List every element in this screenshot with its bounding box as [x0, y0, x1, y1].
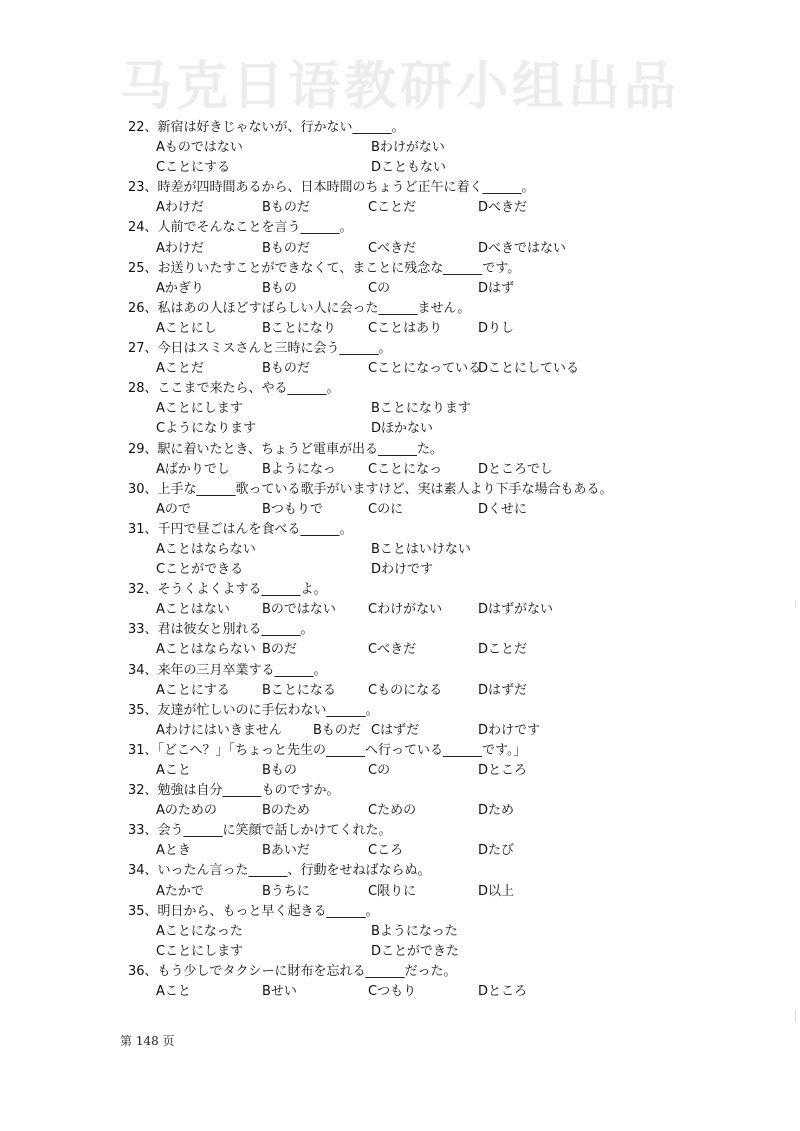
answer-option: Cことになっている [368, 361, 482, 377]
answer-option: Bことになり [262, 320, 336, 336]
answer-option: Dべきではない [478, 240, 567, 256]
answer-option: Cための [368, 803, 417, 819]
answer-options-row [128, 460, 788, 480]
answer-options-row [128, 922, 788, 942]
answer-option: Cの [368, 280, 391, 296]
answer-options-row [128, 560, 788, 580]
answer-option: Cことだ [368, 200, 417, 216]
answer-option: Aたかで [156, 883, 204, 899]
answer-option: Aのための [156, 803, 217, 819]
answer-options-row [128, 640, 788, 660]
question-text: 29、駅に着いたとき、ちょうど電車が出る______た。 [128, 441, 444, 457]
answer-option: Dところ [478, 763, 528, 778]
answer-option: Dこともない [371, 160, 447, 176]
answer-option: Bわけがない [371, 140, 445, 156]
question-text: 28、ここまで来たら、やる______。 [128, 381, 340, 397]
answer-option: Bのだ [262, 642, 297, 658]
question-text: 34、来年の三月卒業する______。 [128, 662, 327, 678]
page-number: 第 148 页 [120, 1034, 175, 1048]
question-text: 31、千円で昼ごはんを食べる______。 [128, 521, 353, 537]
answer-option: Bことはいけない [371, 541, 471, 557]
answer-option: Aことだ [156, 361, 204, 377]
answer-option: Aものではない [156, 140, 243, 156]
answer-option: Cわけがない [368, 602, 443, 618]
answer-options-row [128, 761, 788, 781]
question-text: 34、いったん言った______、行動をせねばならぬ。 [128, 863, 431, 879]
answer-option: Aわけだ [156, 200, 204, 216]
answer-option: Cことにします [156, 943, 244, 959]
answer-options-row [128, 681, 788, 701]
answer-option: Cころ [368, 843, 404, 859]
question-text: 35、明日から、もっと早く起きる______。 [128, 903, 379, 919]
answer-options-row [128, 500, 788, 520]
answer-option: Cのに [368, 501, 404, 517]
answer-options-row [128, 138, 788, 158]
answer-option: Dところでし [478, 461, 553, 477]
question-text: 32、勉強は自分______ものですか。 [128, 783, 340, 799]
answer-option: Aことはならない [156, 642, 256, 658]
answer-option: Bつもりで [262, 501, 323, 517]
answer-option: C限りに [368, 883, 417, 899]
answer-options-row [128, 540, 788, 560]
answer-option: Dことができた [371, 943, 460, 959]
scan-edge-mark [795, 1010, 796, 1022]
answer-option: Dたび [478, 843, 515, 859]
answer-option: Aことにする [156, 682, 230, 698]
answer-options-row [128, 399, 788, 419]
answer-option: Cようになります [156, 421, 257, 437]
question-list [128, 118, 788, 1002]
answer-option: Dわけです [478, 722, 541, 738]
answer-option: Bのではない [262, 602, 336, 618]
answer-options-row [128, 882, 788, 902]
scan-edge-mark [795, 600, 796, 608]
answer-option: Aわけにはいきません [156, 722, 282, 738]
answer-option: Bもの [262, 763, 297, 778]
answer-option: Aかぎり [156, 280, 204, 296]
question-text: 35、友達が忙しいのに手伝わない______。 [128, 702, 379, 718]
answer-options-row [128, 982, 788, 1002]
answer-option: Aことはない [156, 602, 230, 618]
answer-options-row [128, 359, 788, 379]
answer-option: Bせい [262, 984, 297, 1000]
answer-option: Cつもり [368, 984, 417, 1000]
answer-option: Dところ [478, 984, 528, 1000]
answer-option: Aことはならない [156, 541, 256, 557]
answer-option: Cべきだ [368, 642, 417, 658]
answer-option: Dべきだ [478, 200, 528, 216]
answer-option: Aとき [156, 843, 191, 859]
answer-option: Dため [478, 803, 515, 819]
answer-option: Aこと [156, 763, 191, 778]
answer-option: Aこと [156, 984, 191, 1000]
answer-option: Dほかない [371, 421, 434, 437]
answer-option: Bようになっ [262, 461, 336, 477]
answer-option: Dはず [478, 280, 515, 296]
answer-option: Dことだ [478, 642, 528, 658]
question-text: 23、時差が四時間あるから、日本時間のちょうど正午に着く______。 [128, 180, 535, 196]
answer-option: Cことはあり [368, 320, 443, 336]
answer-options-row [128, 158, 788, 178]
answer-option: Aばかりでし [156, 461, 230, 477]
answer-option: Bうちに [262, 883, 310, 899]
question-text: 30、上手な______歌っている歌手がいますけど、実は素人より下手な場合もある。 [128, 481, 613, 497]
answer-option: Cことになっ [368, 461, 443, 477]
answer-option: D以上 [478, 883, 515, 899]
watermark: 马克日语教研小组出品 [119, 57, 680, 117]
question-text: 31、「どこへ？」「ちょっと先生の______へ行っている______です。」 [128, 742, 527, 758]
question-text: 24、人前でそんなことを言う______。 [128, 220, 353, 236]
answer-option: Dりし [478, 320, 515, 336]
answer-option: Dはずだ [478, 682, 528, 698]
answer-options-row [128, 841, 788, 861]
answer-option: Bことになる [262, 682, 336, 698]
answer-option: Cはずだ [371, 722, 420, 738]
answer-option: Dわけです [371, 562, 434, 578]
answer-options-row [128, 319, 788, 339]
answer-options-row [128, 942, 788, 962]
answer-option: Aことになった [156, 923, 243, 939]
answer-option: Dはずがない [478, 602, 554, 618]
question-text: 27、今日はスミスさんと三時に会う______。 [128, 341, 392, 357]
answer-option: Aことにします [156, 401, 243, 417]
answer-option: Bもの [262, 280, 297, 296]
answer-options-row [128, 801, 788, 821]
answer-option: Dことにしている [478, 361, 580, 377]
answer-options-row [128, 198, 788, 218]
answer-options-row [128, 721, 788, 741]
answer-option: Bものだ [262, 200, 310, 216]
answer-option: Aことにし [156, 320, 217, 336]
answer-option: Cべきだ [368, 240, 417, 256]
answer-option: Bあいだ [262, 843, 310, 859]
answer-options-row [128, 600, 788, 620]
answer-option: Cことにする [156, 160, 231, 176]
question-text: 33、君は彼女と別れる______。 [128, 622, 314, 638]
answer-option: Bのため [262, 803, 310, 819]
answer-option: Bものだ [262, 361, 310, 377]
answer-options-row [128, 279, 788, 299]
answer-option: Bことになります [371, 401, 471, 417]
question-text: 36、もう少しでタクシーに財布を忘れる______だった。 [128, 963, 457, 979]
question-text: 22、新宿は好きじゃないが、行かない______。 [128, 120, 405, 135]
answer-option: Dくせに [478, 501, 528, 517]
question-text: 25、お送りいたすことができなくて、まことに残念な______です。 [128, 260, 521, 276]
answer-option: Bものだ [313, 722, 361, 738]
answer-option: Aので [156, 501, 191, 517]
answer-option: Cことができる [156, 562, 244, 578]
question-text: 26、私はあの人ほどすばらしい人に会った______ません。 [128, 300, 471, 316]
answer-options-row [128, 239, 788, 259]
answer-options-row [128, 419, 788, 439]
answer-option: Bようになった [371, 923, 458, 939]
answer-option: Cものになる [368, 682, 443, 698]
question-text: 32、そうくよくよする______よ。 [128, 582, 327, 598]
answer-option: Aわけだ [156, 240, 204, 256]
answer-option: Bものだ [262, 240, 310, 256]
answer-option: Cの [368, 763, 391, 778]
question-text: 33、会う______に笑顔で話しかけてくれた。 [128, 823, 392, 839]
